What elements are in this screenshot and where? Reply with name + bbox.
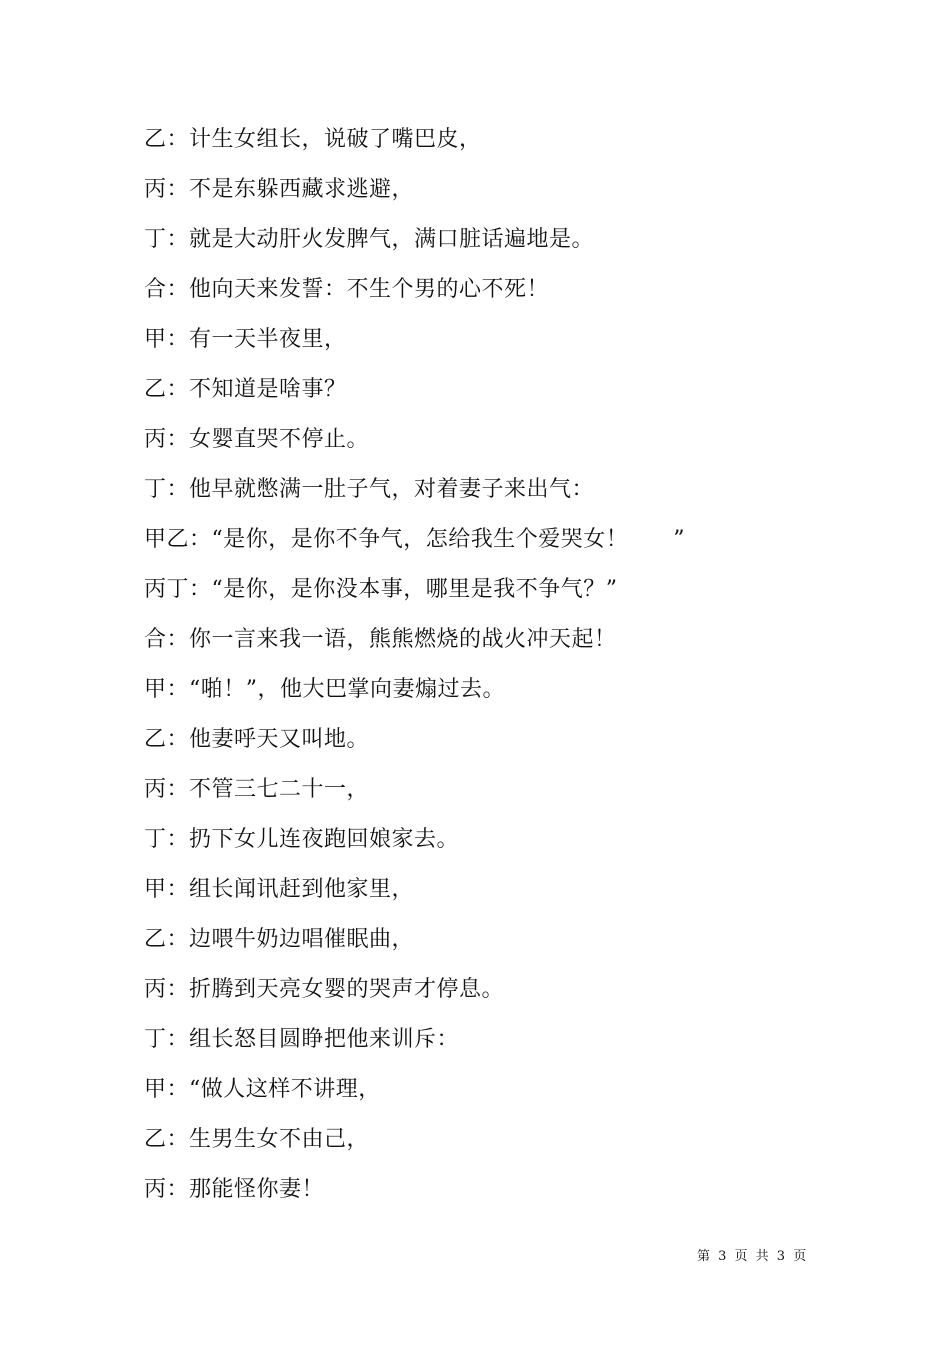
dialogue-line: 乙：生男生女不由己， <box>144 1127 370 1152</box>
dialogue-line: 甲：“做人这样不讲理， <box>144 1077 381 1102</box>
dialogue-line: 乙：计生女组长，说破了嘴巴皮， <box>144 127 482 152</box>
page-number-footer: 第 3 页 共 3 页 <box>697 1249 809 1264</box>
dialogue-line: 丁：组长怒目圆睁把他来训斥： <box>144 1027 460 1052</box>
dialogue-line: 丙：那能怪你妻！ <box>144 1177 325 1202</box>
dialogue-line: 甲乙：“是你，是你不争气，怎给我生个爱哭女！ ” <box>144 527 685 552</box>
dialogue-line: 丙：折腾到天亮女婴的哭声才停息。 <box>144 977 505 1002</box>
dialogue-line: 丁：他早就憋满一肚子气，对着妻子来出气： <box>144 477 595 502</box>
dialogue-line: 甲：“啪！”，他大巴掌向妻煽过去。 <box>144 677 505 702</box>
dialogue-line: 丙：女婴直哭不停止。 <box>144 427 370 452</box>
dialogue-line: 合：他向天来发誓：不生个男的心不死！ <box>144 277 550 302</box>
dialogue-line: 乙：不知道是啥事？ <box>144 377 347 402</box>
dialogue-line: 乙：他妻呼天又叫地。 <box>144 727 370 752</box>
dialogue-line: 乙：边喂牛奶边唱催眠曲， <box>144 927 415 952</box>
dialogue-line: 丙丁：“是你，是你没本事，哪里是我不争气？” <box>144 577 618 602</box>
dialogue-line: 丙：不管三七二十一， <box>144 777 370 802</box>
dialogue-line: 丁：扔下女儿连夜跑回娘家去。 <box>144 827 460 852</box>
dialogue-line: 丁：就是大动肝火发脾气，满口脏话遍地是。 <box>144 227 595 252</box>
dialogue-line: 丙：不是东躲西藏求逃避， <box>144 177 415 202</box>
dialogue-line: 甲：组长闻讯赶到他家里， <box>144 877 415 902</box>
dialogue-line: 甲：有一天半夜里， <box>144 327 347 352</box>
dialogue-line: 合：你一言来我一语，熊熊燃烧的战火冲天起！ <box>144 627 617 652</box>
dialogue-lines <box>144 124 844 1224</box>
